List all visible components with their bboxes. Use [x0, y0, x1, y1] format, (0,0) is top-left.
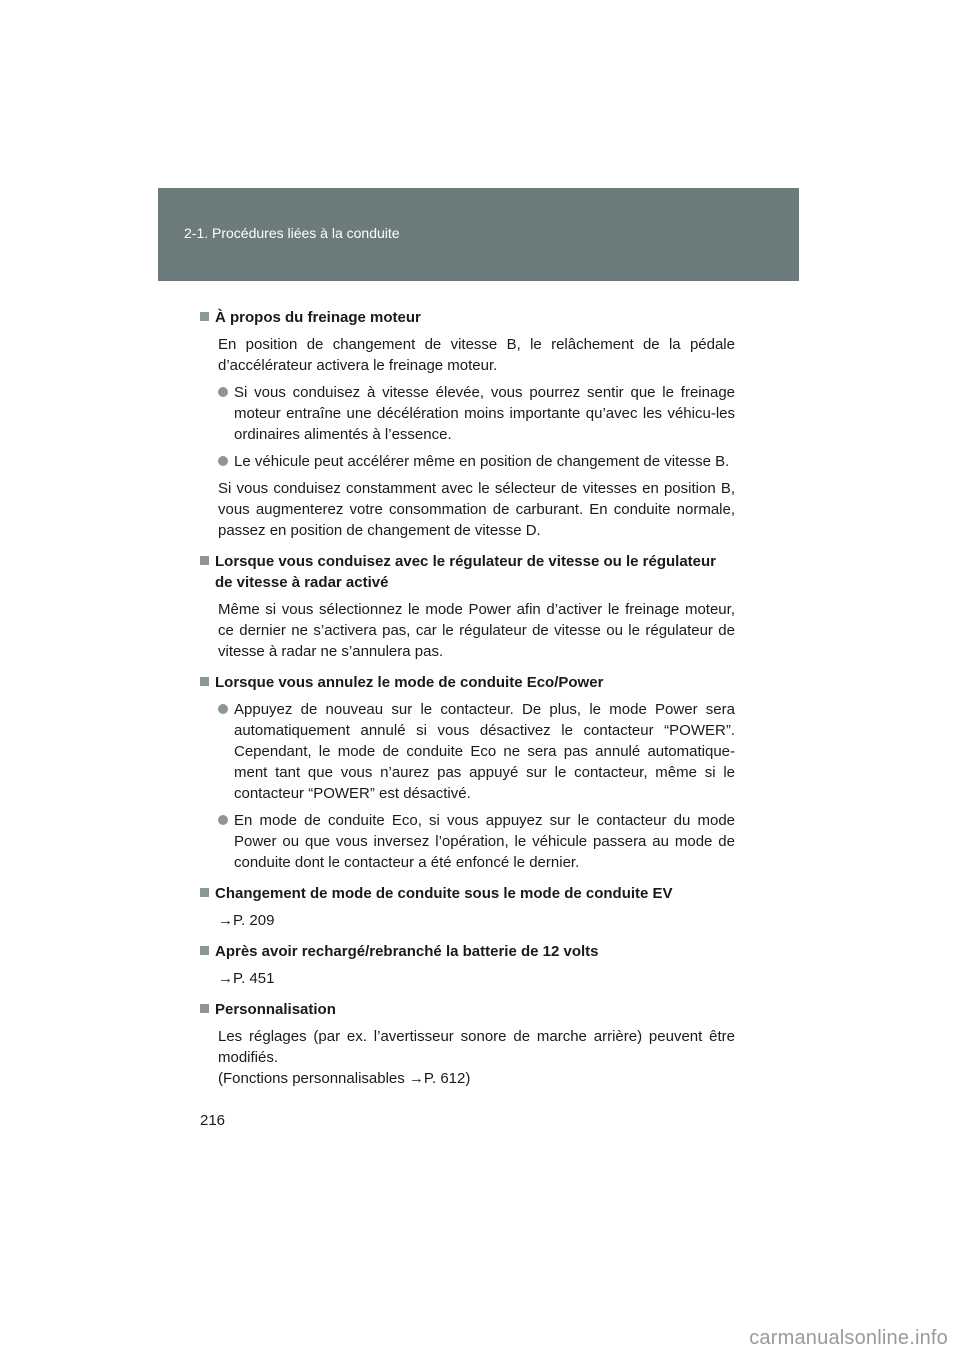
- paragraph: En position de changement de vitesse B, le relâchement de la pédale d’accélérateur activera le freinage moteur.: [218, 336, 735, 374]
- section-title-freinage-moteur: À propos du freinage moteur: [200, 307, 735, 328]
- square-bullet-icon: [200, 312, 209, 321]
- watermark: carmanualsonline.info: [749, 1327, 948, 1349]
- bullet-item: Le véhicule peut accélérer même en position de changement de vitesse B.: [218, 451, 735, 472]
- bullet-item: En mode de conduite Eco, si vous appuyez sur le contacteur du mode Power ou que vous inversez l’opération, le véhicule passera au mode de conduite dont le contacteur a été enfoncé le dernier.: [218, 810, 735, 873]
- circle-bullet-icon: [218, 387, 228, 397]
- section-title-personnalisation: Personnalisation: [200, 999, 735, 1020]
- circle-bullet-icon: [218, 815, 228, 825]
- square-bullet-icon: [200, 888, 209, 897]
- page-reference-link[interactable]: →P. 451: [218, 970, 275, 987]
- square-bullet-icon: [200, 946, 209, 955]
- page-reference-link[interactable]: (Fonctions personnalisables →P. 612): [218, 1070, 471, 1087]
- circle-bullet-icon: [218, 456, 228, 466]
- paragraph: Même si vous sélectionnez le mode Power afin d’activer le freinage moteur, ce dernier ne s’activera pas, car le régulateur de vitesse ou le régulateur de vitesse à radar ne s’annulera pas.: [218, 601, 735, 660]
- page-number: 216: [200, 1112, 226, 1129]
- section-title-batterie: Après avoir rechargé/rebranché la batterie de 12 volts: [200, 941, 735, 962]
- bullet-item: Appuyez de nouveau sur le contacteur. De plus, le mode Power sera automatiquement annulé si vous désactivez le contacteur “POWER”. Cependant, le mode de conduite Eco ne sera pas annulé automatique-ment tant que vous n’aurez pas appuyé sur le contacteur, même si le contacteur “POWER” est désactivé.: [218, 699, 735, 804]
- section-header-band: [158, 188, 799, 281]
- square-bullet-icon: [200, 1004, 209, 1013]
- paragraph: Si vous conduisez constamment avec le sélecteur de vitesses en position B, vous augmenterez votre consommation de carburant. En conduite normale, passez en position de changement de vitesse D.: [218, 480, 735, 539]
- page-reference-link[interactable]: →P. 209: [218, 912, 275, 929]
- square-bullet-icon: [200, 556, 209, 565]
- bullet-item: Si vous conduisez à vitesse élevée, vous pourrez sentir que le freinage moteur entraîne une décélération moins importante qu’avec les véhicu-les ordinaires alimentés à l’essence.: [218, 382, 735, 445]
- section-title-mode-ev: Changement de mode de conduite sous le mode de conduite EV: [200, 883, 735, 904]
- section-title-eco-power: Lorsque vous annulez le mode de conduite Eco/Power: [200, 672, 735, 693]
- page-content: [200, 307, 735, 1089]
- square-bullet-icon: [200, 677, 209, 686]
- paragraph: Les réglages (par ex. l’avertisseur sonore de marche arrière) peuvent être modifiés.: [218, 1028, 735, 1066]
- section-header-title: 2-1. Procédures liées à la conduite: [184, 225, 400, 241]
- section-title-regulateur: Lorsque vous conduisez avec le régulateur de vitesse ou le régulateur de vitesse à radar activé: [200, 551, 735, 593]
- circle-bullet-icon: [218, 704, 228, 714]
